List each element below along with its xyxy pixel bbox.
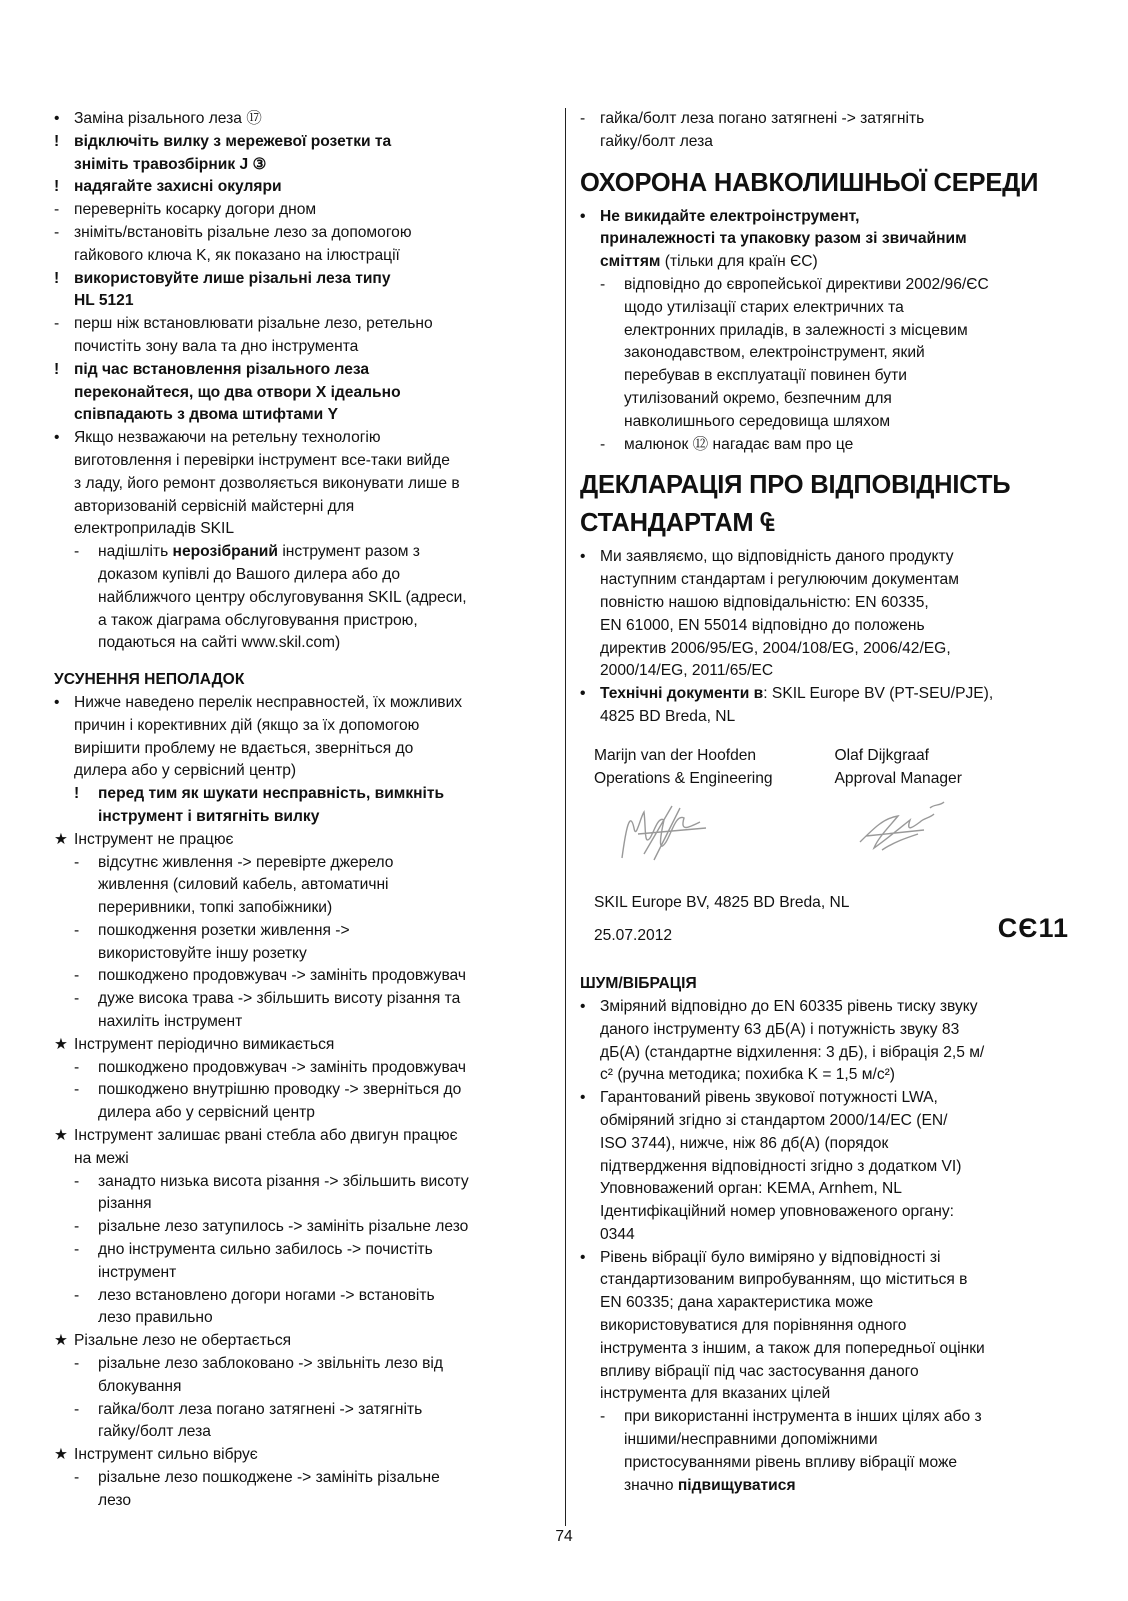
list-item [54, 1057, 548, 1080]
text-line [54, 1262, 548, 1285]
text-line [580, 1315, 1075, 1338]
line-text: вирішити проблему не вдається, зверніться до [74, 739, 414, 757]
signatories [594, 745, 1075, 791]
list-item [54, 427, 548, 450]
list-item [54, 541, 548, 564]
main-heading: ДЕКЛАРАЦІЯ ПРО ВІДПОВІДНІСТЬ [580, 471, 1011, 500]
text-line [580, 1201, 1075, 1224]
line-text: пошкодження розетки живлення -> [98, 921, 350, 939]
line-text: використовуйте іншу розетку [98, 944, 307, 962]
line-text: електронних приладів, в залежності з місцевим [624, 321, 968, 339]
text-line [54, 336, 548, 359]
text-line [580, 1338, 1075, 1361]
list-item [54, 1239, 548, 1262]
text-line [54, 587, 548, 610]
list-marker: - [54, 223, 60, 241]
line-text: найближчого центру обслуговування SKIL (адреси, [98, 588, 467, 606]
line-text: пошкоджено внутрішню проводку -> зверніться до [98, 1081, 462, 1099]
line-text: законодавством, електроінструмент, який [624, 344, 925, 362]
line-text: ISO 3744), нижче, ніж 86 дб(А) (порядок [600, 1134, 889, 1152]
line-text: з ладу, його ремонт дозволяється виконувати лише в [74, 474, 460, 492]
line-text: причин і корективних дій (якщо за їх допомогою [74, 716, 420, 734]
text-line [580, 1019, 1075, 1042]
list-marker: • [54, 429, 60, 447]
line-text: виготовлення і перевірки інструмент все-таки вийде [74, 451, 450, 469]
line-text: відсутнє живлення -> перевірте джерело [98, 853, 394, 871]
line-text: : SKIL Europe BV (PT-SEU/PJE), [763, 685, 994, 703]
text-line [580, 297, 1075, 320]
text-line [580, 592, 1075, 615]
signatory-2 [835, 745, 1076, 791]
list-marker: - [600, 435, 606, 453]
list-item [54, 1467, 548, 1490]
line-text: відключіть вилку з мережевої розетки та [74, 132, 392, 150]
text-line [54, 1193, 548, 1216]
line-text: дБ(А) (стандартне відхилення: 3 дБ), і вібрація 2,5 м/ [600, 1043, 985, 1061]
signature-2-image [854, 798, 954, 858]
line-text: інструмент разом з [277, 543, 420, 561]
text-line [54, 1421, 548, 1444]
list-item [54, 692, 548, 715]
line-text: зніміть/встановіть різальне лезо за допомогою [74, 223, 412, 241]
text-line [54, 518, 548, 541]
list-item [54, 965, 548, 988]
list-marker: • [580, 997, 586, 1015]
text-line [54, 382, 548, 405]
list-marker: ★ [54, 1446, 68, 1464]
text-line [580, 1292, 1075, 1315]
text-line [580, 131, 1075, 154]
text-line [580, 1224, 1075, 1247]
line-text: Якщо незважаючи на ретельну технологію [74, 429, 381, 447]
list-marker: • [580, 1089, 586, 1107]
company-address: SKIL Europe BV, 4825 BD Breda, NL [594, 894, 850, 912]
line-text: переривники, топкі запобіжники) [98, 899, 333, 917]
line-text: перебував в експлуатації повинен бути [624, 367, 907, 385]
page-number: 74 [555, 1528, 573, 1545]
date-line [594, 913, 1075, 959]
line-text: авторизованій сервісній майстерні для [74, 497, 355, 515]
line-text: інструмента для вказаних цілей [600, 1385, 831, 1403]
line-text: Не викидайте електроінструмент, [600, 207, 860, 225]
list-item [54, 783, 548, 806]
list-marker: - [54, 315, 60, 333]
line-text: навколишнього середовища шляхом [624, 412, 891, 430]
line-text-bold: Технічні документи в [600, 685, 764, 703]
line-text: дилера або у сервісний центр) [74, 762, 297, 780]
line-text: нахиліть інструмент [98, 1013, 243, 1031]
line-text-bold: підвищуватися [677, 1476, 796, 1494]
line-text: утилізований окремо, безпечним для [624, 389, 892, 407]
column-divider [565, 108, 566, 1526]
text-line [54, 715, 548, 738]
line-text: директив 2006/95/EG, 2004/108/EG, 2006/42/EG, [600, 639, 951, 657]
line-text: щодо утилізації старих електричних та [624, 298, 904, 316]
list-marker: - [74, 1218, 80, 1236]
list-item [580, 996, 1075, 1019]
text-line [580, 1475, 1075, 1498]
main-heading: СТАНДАРТАМ ₠ [580, 509, 775, 538]
text-line [580, 320, 1075, 343]
line-text: даного інструменту 63 дБ(А) і потужність звуку 83 [600, 1020, 960, 1038]
line-text: Ідентифікаційний номер уповноваженого органу: [600, 1203, 954, 1221]
line-text: EN 61000, EN 55014 відповідно до положень [600, 616, 925, 634]
line-text: надішліть [98, 543, 173, 561]
list-marker: - [74, 1355, 80, 1373]
list-item [54, 222, 548, 245]
list-marker: - [74, 853, 80, 871]
list-item [54, 268, 548, 291]
text-line [54, 564, 548, 587]
declaration-date: 25.07.2012 [594, 927, 673, 945]
list-marker: - [74, 1172, 80, 1190]
line-text: переконайтеся, що два отвори X ідеально [74, 383, 401, 401]
signatory-2-title: Approval Manager [834, 769, 962, 787]
text-line [580, 365, 1075, 388]
list-item [54, 1330, 548, 1353]
text-line [54, 1376, 548, 1399]
list-marker: ★ [54, 1127, 68, 1145]
list-item [580, 683, 1075, 706]
line-text: Зміряний відповідно до EN 60335 рівень тиску звуку [600, 997, 978, 1015]
line-text: лезо правильно [98, 1309, 213, 1327]
text-line [580, 1452, 1075, 1475]
list-marker: - [600, 275, 606, 293]
line-text: гайка/болт леза погано затягнені -> затягніть [98, 1400, 423, 1418]
line-text: Заміна різального леза ⑰ [74, 110, 262, 127]
signatory-2-name: Olaf Dijkgraaf [834, 746, 929, 764]
line-text: дуже висока трава -> збільшить висоту різання та [98, 990, 461, 1008]
list-marker: • [54, 110, 60, 127]
text-line [54, 473, 548, 496]
list-item [54, 199, 548, 222]
list-marker: - [74, 1286, 80, 1304]
ce-mark-logo: CЄ11 [997, 913, 1069, 944]
line-text: доказом купівлі до Вашого дилера або до [98, 565, 401, 583]
list-marker: • [580, 207, 586, 225]
line-text: Ми заявляємо, що відповідність даного продукту [600, 548, 954, 566]
line-text: занадто низька висота різання -> збільшить висоту [98, 1172, 469, 1190]
list-item [580, 1087, 1075, 1110]
line-text: різання [98, 1195, 152, 1213]
list-item [580, 1247, 1075, 1270]
list-item [580, 1406, 1075, 1429]
list-item [580, 546, 1075, 569]
text-line [580, 1042, 1075, 1065]
line-text: подаються на сайті www.skil.com) [98, 634, 341, 652]
list-marker: - [580, 110, 586, 127]
line-text: лезо встановлено догори ногами -> встановіть [98, 1286, 435, 1304]
line-text: Уповноважений орган: KEMA, Arnhem, NL [600, 1180, 902, 1198]
line-text: інструмент [98, 1263, 177, 1281]
line-text: Різальне лезо не обертається [74, 1332, 292, 1350]
right-bottom-content [580, 973, 1075, 1497]
list-marker: ! [74, 785, 80, 803]
line-text: Інструмент не працює [74, 830, 234, 848]
line-text: зніміть травозбірник J ③ [74, 155, 267, 173]
line-text: HL 5121 [74, 292, 134, 310]
list-marker: - [74, 543, 80, 561]
line-text: Інструмент залишає рвані стебла або двигун працює [74, 1127, 458, 1145]
line-text: повністю нашою відповідальністю: EN 60335, [600, 593, 929, 611]
list-marker: - [74, 967, 80, 985]
list-item [54, 359, 548, 382]
line-text: відповідно до європейської директиви 2002/96/ЄС [624, 275, 989, 293]
list-marker: - [74, 990, 80, 1008]
text-line [54, 450, 548, 473]
text-line [54, 496, 548, 519]
list-item [54, 1171, 548, 1194]
line-text: пошкоджено продовжувач -> замініть продовжувач [98, 967, 467, 985]
list-marker: - [74, 1241, 80, 1259]
main-heading: ОХОРОНА НАВКОЛИШНЬОЇ СЕРЕДИ [580, 168, 1039, 197]
text-line [580, 1064, 1075, 1087]
list-item [580, 274, 1075, 297]
text-line [54, 1490, 548, 1513]
line-text: різальне лезо пошкоджене -> замініть різальне [98, 1469, 440, 1487]
text-line [580, 228, 1075, 251]
signatory-1 [594, 745, 835, 791]
text-line [580, 411, 1075, 434]
text-line [54, 738, 548, 761]
signatures-area [594, 790, 1075, 884]
text-line [54, 245, 548, 268]
list-marker: ! [54, 360, 60, 378]
line-text: перш ніж встановлювати різальне лезо, ретельно [74, 315, 433, 333]
list-marker: - [74, 1400, 80, 1418]
line-text: перед тим як шукати несправність, вимкніть [98, 785, 445, 803]
list-marker: - [74, 1081, 80, 1099]
line-text: Інструмент сильно вібрує [74, 1446, 258, 1464]
line-text: використовуватися для порівняння одного [600, 1317, 907, 1335]
list-item [54, 1399, 548, 1422]
list-item [54, 920, 548, 943]
list-marker: - [74, 921, 80, 939]
line-text: стандартизованим випробуванням, що міститься в [600, 1271, 968, 1289]
signatory-1-title: Operations & Engineering [594, 769, 773, 787]
list-item [54, 1125, 548, 1148]
line-text: приналежності та упаковку разом зі звичайним [600, 230, 967, 248]
list-item [54, 852, 548, 875]
text-line [54, 1307, 548, 1330]
line-text: 0344 [600, 1225, 635, 1243]
text-line [54, 874, 548, 897]
list-marker: • [580, 548, 586, 566]
line-text: співпадають з двома штифтами Y [74, 406, 338, 424]
line-text: обміряний згідно зі стандартом 2000/14/EC (EN/ [600, 1111, 948, 1129]
list-item [580, 206, 1075, 229]
line-text: малюнок ⑫ нагадає вам про це [624, 435, 854, 453]
list-item [54, 829, 548, 852]
list-item [54, 108, 548, 131]
list-marker: • [580, 1248, 586, 1266]
text-line [54, 806, 548, 829]
right-column [580, 108, 1075, 1497]
list-item [54, 1216, 548, 1239]
list-item [54, 313, 548, 336]
line-text: електроприладів SKIL [74, 520, 234, 538]
text-line [580, 251, 1075, 274]
text-line [580, 660, 1075, 683]
line-text: живлення (силовий кабель, автоматичні [98, 876, 389, 894]
list-marker: ★ [54, 1332, 68, 1350]
list-marker: ! [54, 132, 60, 150]
line-text-bold: нерозібраний [172, 543, 278, 561]
text-line [580, 1383, 1075, 1406]
line-text: блокування [98, 1377, 182, 1395]
list-item [580, 434, 1075, 457]
list-item [54, 988, 548, 1011]
line-text: використовуйте лише різальні леза типу [74, 269, 391, 287]
text-line [54, 943, 548, 966]
line-text: впливу вібрації під час застосування даного [600, 1362, 919, 1380]
signatory-1-name: Marijn van der Hoofden [594, 746, 757, 764]
line-text: дилера або у сервісний центр [98, 1104, 315, 1122]
line-text: іншими/несправними допоміжними [624, 1431, 878, 1449]
list-item [580, 108, 1075, 131]
line-text: EN 60335; дана характеристика може [600, 1294, 874, 1312]
line-text: підтвердження відповідності згідно з додатком VI) [600, 1157, 962, 1175]
line-text: переверніть косарку догори дном [74, 201, 317, 219]
list-marker: - [74, 1469, 80, 1487]
text-line [580, 1133, 1075, 1156]
list-marker: ★ [54, 1035, 68, 1053]
line-text: Інструмент періодично вимикається [74, 1035, 335, 1053]
line-text: пошкоджено продовжувач -> замініть продовжувач [98, 1058, 467, 1076]
line-text: Нижче наведено перелік несправностей, їх можливих [74, 693, 463, 711]
line-text: різальне лезо заблоковано -> звільніть лезо від [98, 1355, 443, 1373]
text-line [54, 154, 548, 177]
text-line [580, 1429, 1075, 1452]
line-text: пристосуваннями рівень впливу вібрації може [624, 1453, 958, 1471]
line-text: Гарантований рівень звукової потужності LWA, [600, 1089, 938, 1107]
line-text: інструмента з іншим, а також для попередньої оцінки [600, 1339, 985, 1357]
line-text: Рівень вібрації було виміряно у відповідності зі [600, 1248, 941, 1266]
text-line [580, 1156, 1075, 1179]
line-text: гайку/болт леза [98, 1423, 211, 1441]
line-text: 4825 BD Breda, NL [600, 707, 736, 725]
line-text: 2000/14/EG, 2011/65/EC [600, 662, 774, 680]
section-heading: ШУМ/ВІБРАЦІЯ [580, 975, 697, 993]
text-line [54, 1102, 548, 1125]
signature-1-image [614, 798, 714, 868]
list-marker: ! [54, 178, 60, 196]
list-marker: ★ [54, 830, 68, 848]
line-text: почистіть зону вала та дно інструмента [74, 337, 359, 355]
text-line [580, 1269, 1075, 1292]
line-text: гайку/болт леза [600, 132, 713, 150]
line-text-bold: сміттям [600, 253, 661, 271]
list-item [54, 1079, 548, 1102]
text-line [54, 760, 548, 783]
list-item [54, 1285, 548, 1308]
text-line [54, 632, 548, 655]
list-marker: - [74, 1058, 80, 1076]
list-marker: • [580, 685, 586, 703]
line-text: на межі [74, 1149, 129, 1167]
text-line [580, 706, 1075, 729]
left-column [54, 108, 548, 1513]
text-line [54, 1148, 548, 1171]
line-text: лезо [98, 1491, 132, 1509]
text-line [54, 610, 548, 633]
line-text: інструмент і витягніть вилку [98, 807, 320, 825]
line-text: значно [624, 1476, 678, 1494]
list-item [54, 1444, 548, 1467]
text-line [580, 1178, 1075, 1201]
line-text: наступним стандартам і регулюючим документам [600, 571, 959, 589]
list-marker: - [54, 201, 60, 219]
line-text: різальне лезо затупилось -> замініть різальне лезо [98, 1218, 469, 1236]
text-line [580, 388, 1075, 411]
list-item [54, 1034, 548, 1057]
line-text: гайкового ключа K, як показано на ілюстрації [74, 246, 400, 264]
line-text: надягайте захисні окуляри [74, 178, 282, 196]
text-line [580, 638, 1075, 661]
text-line [54, 404, 548, 427]
text-line [580, 1361, 1075, 1384]
line-text: с² (ручна методика; похибка K = 1,5 м/с²) [600, 1066, 896, 1084]
list-item [54, 1353, 548, 1376]
section-heading: УСУНЕННЯ НЕПОЛАДОК [54, 671, 245, 689]
line-text: (тільки для країн ЄС) [660, 253, 818, 271]
line-text: при використанні інструмента в інших цілях або з [624, 1408, 982, 1426]
line-text: під час встановлення різального леза [74, 360, 370, 378]
list-marker: - [600, 1408, 606, 1426]
text-line [580, 1110, 1075, 1133]
line-text: дно інструмента сильно забилось -> почистіть [98, 1241, 433, 1259]
text-line [54, 290, 548, 313]
list-marker: ! [54, 269, 60, 287]
text-line [54, 897, 548, 920]
text-line [54, 1011, 548, 1034]
text-line [580, 569, 1075, 592]
list-marker: • [54, 693, 60, 711]
list-item [54, 131, 548, 154]
line-text: а також діаграма обслуговування пристрою, [98, 611, 418, 629]
text-line [580, 615, 1075, 638]
text-line [580, 342, 1075, 365]
right-top-content [580, 108, 1075, 729]
line-text: гайка/болт леза погано затягнені -> затягніть [600, 110, 925, 127]
list-item [54, 176, 548, 199]
